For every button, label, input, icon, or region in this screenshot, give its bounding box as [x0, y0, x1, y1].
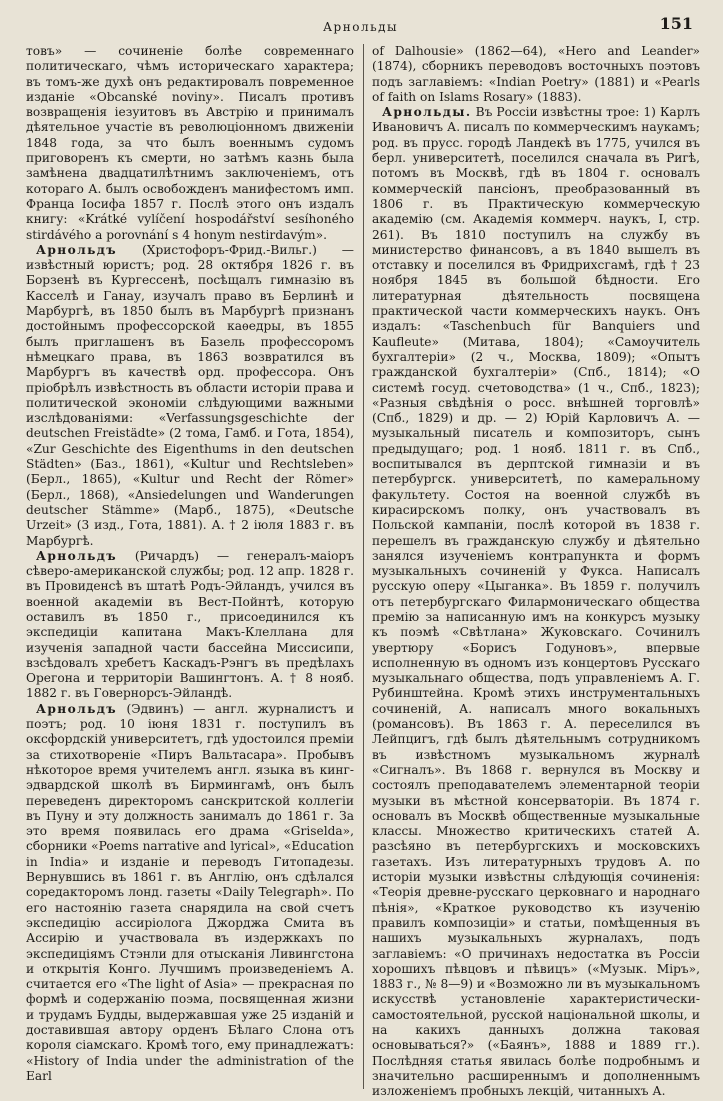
text-columns	[26, 44, 700, 1099]
column-divider	[363, 44, 364, 1089]
running-title: Арнольды	[322, 20, 399, 34]
entry-arnold-christoph	[26, 243, 354, 549]
entry-headword: Арнольдъ	[36, 242, 118, 257]
entry-headword: Арнольдъ	[36, 701, 118, 716]
entry-text: (Эдвинъ) — англ. журналистъ и поэтъ; род. 10 іюня 1831 г. поступилъ въ оксфордскій университетъ, гдѣ удостоился преміи за стихотвореніе «Пиръ Вальтасара». Пробывъ нѣкоторое время учителемъ англ. языка въ кинг-эдвардской школѣ въ Бирмингамѣ, онъ былъ переведенъ директоромъ санскритской коллегіи въ Пуну и эту должность занималъ до 1861 г. За это время появилась его драма «Griselda», сборники «Poems narrative and lyrical», «Education in India» и изданіе и переводъ Гитопадезы. Вернувшись въ 1861 г. въ Англію, онъ сдѣлался соредакторомъ лонд. газеты «Daily Telegraph». По его настоянію газета снарядила на свой счетъ экспедицію ассиріолога Джорджа Смита въ Ассирію и участвовала въ издержкахъ по экспедиціямъ Стэнли для отысканія Ливингстона и открытія Конго. Лучшимъ произведеніемъ А. считается его «The light of Asia» — прекрасная по формѣ и содержанію поэма, посвященная жизни и трудамъ Будды, выдержавшая уже 25 изданій и доставившая автору орденъ Бѣлаго Слона отъ короля сіамскаго. Кромѣ того, ему принадлежатъ: «History of India under the administration of the Earl	[26, 701, 354, 1083]
entry-text: (Ричардъ) — генералъ-маіоръ сѣверо-американской службы; род. 12 апр. 1828 г. въ Провиденсѣ въ штатѣ Родъ-Эйландъ, учился въ военной академіи въ Вест-Пойнтѣ, которую оставилъ въ 1850 г., присоединился къ экспедиціи капитана Макъ-Клеллана для изученія западной части бассейна Миссисипи, взсѣдовалъ хребетъ Каскадъ-Рэнгъ въ предѣлахъ Орегона и территоріи Вашингтонъ. А. † 8 нояб. 1882 г. въ Говернорсъ-Эйландѣ.	[26, 548, 355, 701]
continued-paragraph: of Dalhousie» (1862—64), «Hero and Leander» (1874), сборникъ переводовъ восточныхъ поэтовъ подъ заглавіемъ: «Indian Poetry» (1881) и «Pearls of faith on Islams Rosary» (1883).	[372, 44, 700, 104]
continued-paragraph: товъ» — сочиненіе болѣе современнаго политическаго, чѣмъ историческаго характера; въ томъ-же духѣ онъ редактировалъ повременное изданіе «Obcanské noviny». Писалъ противъ возвращенія іезуитовъ въ Австрію и принималъ дѣятельное участіе въ революціонномъ движеніи 1848 года, за что былъ военнымъ судомъ приговоренъ къ смерти, но затѣмъ казнь была замѣнена двадцатилѣтнимъ заключеніемъ, отъ котораго А. былъ освобожденъ манифестомъ имп. Франца Іосифа 1857 г. Послѣ этого онъ издалъ книгу: «Krátké vylíčení hospodářství sesíhoného stirdávého a porovnání s 4 honym nestirdavým».	[26, 44, 354, 242]
page-number: 151	[659, 14, 693, 33]
entry-arnold-richard	[26, 549, 354, 702]
entry-arnoldy	[372, 105, 700, 1099]
entry-headword: Арнольды.	[382, 105, 472, 120]
entry-headword: Арнольдъ	[36, 548, 118, 563]
entry-text: (Христофоръ-Фрид.-Вильг.) — извѣстный юристъ; род. 28 октября 1826 г. въ Борзенѣ въ Кургессенѣ, посѣщалъ гимназію въ Касселѣ и Ганау, изучалъ право въ Берлинѣ и Марбургѣ, въ 1850 былъ въ Марбургѣ признанъ достойнымъ профессорской каѳедры, въ 1855 былъ приглашенъ въ Базель профессоромъ нѣмецкаго права, въ 1863 возвратился въ Марбургъ въ качествѣ орд. профессора. Онъ пріобрѣлъ извѣстность въ области исторіи права и политической экономіи слѣдующими важными изслѣдованіями: «Verfassungsgeschichte der deutschen Freistädte» (2 тома, Гамб. и Гота, 1854), «Zur Geschichte des Eigenthums in den deutschen Städten» (Баз., 1861), «Kultur und Rechtsleben» (Берл., 1865), «Kultur und Recht der Römer» (Берл., 1868), «Ansiedelungen und Wanderungen deutscher Stämme» (Марб., 1875), «Deutsche Urzeit» (3 изд., Гота, 1881). А. † 2 іюля 1883 г. въ Марбургѣ.	[26, 242, 354, 548]
page-header	[28, 14, 693, 40]
entry-text: Въ Россіи извѣстны трое: 1) Карлъ Ивановичъ А. писалъ по коммерческимъ наукамъ; род. въ прусс. городѣ Ландекѣ въ 1775, учился въ берл. университетѣ, поселился сначала въ Ригѣ, потомъ въ Москвѣ, гдѣ въ 1804 г. основалъ коммерческій пансіонъ, преобразованный въ 1806 г. въ Практическую коммерческую академію (см. Академія коммерч. наукъ, I, стр. 261). Въ 1810 поступилъ на службу въ министерство финансовъ, а въ 1840 вышелъ въ отставку и поселился въ Фридрихсгамѣ, гдѣ † 23 ноября 1845 въ большой бѣдности. Его литературная дѣятельность посвящена практической части коммерческихъ наукъ. Онъ издалъ: «Taschenbuch für Banquiers und Kaufleute» (Митава, 1804); «Самоучитель бухгалтеріи» (2 ч., Москва, 1809); «Опытъ гражданской бухгалтеріи» (Спб., 1814); «О системѣ госуд. счетоводства» (1 ч., Спб., 1823); «Разныя свѣдѣнія о росс. внѣшней торговлѣ» (Спб., 1829) и др. — 2) Юрій Карловичъ А. — музыкальный писатель и композиторъ, сынъ предыдущаго; род. 1 нояб. 1811 г. въ Спб., воспитывался въ дерптской гимназіи и въ петербургск. университетѣ, по камеральному факультету. Состоя на военной службѣ въ кирасирскомъ полку, онъ участвовалъ въ Польской кампаніи, послѣ которой въ 1838 г. перешелъ въ гражданскую службу и дѣятельно занялся изученіемъ контрапункта и формъ музыкальныхъ сочиненій у Фукса. Написалъ русскую оперу «Цыганка». Въ 1859 г. получилъ отъ петербургскаго Филармоническаго общества премію за написанную имъ на конкурсъ музыку къ поэмѣ «Свѣтлана» Жуковскаго. Сочинилъ увертюру «Борисъ Годуновъ», впервые исполненную въ одномъ изъ концертовъ Русскаго музыкальнаго общества, подъ управленіемъ А. Г. Рубинштейна. Кромѣ этихъ инструментальныхъ сочиненій, А. написалъ много вокальныхъ (романсовъ). Въ 1863 г. А. переселился въ Лейпцигъ, гдѣ былъ дѣятельнымъ сотрудникомъ въ извѣстномъ музыкальномъ журналѣ «Сигналъ». Въ 1868 г. вернулся въ Москву и состоялъ преподавателемъ элементарной теоріи музыки въ мѣстной консерваторіи. Въ 1874 г. основалъ въ Москвѣ общественные музыкальные классы. Множество критическихъ статей А. разсѣяно въ петербургскихъ и московскихъ газетахъ. Изъ литературныхъ трудовъ А. по исторіи музыки извѣстны слѣдующія сочиненія: «Теорія древне-русскаго церковнаго и народнаго пѣнія», «Краткое руководство къ изученію правилъ композиціи» и статьи, помѣщенныя въ нашихъ музыкальныхъ журналахъ, подъ заглавіемъ: «О причинахъ недостатка въ Россіи хорошихъ пѣвцовъ и пѣвицъ» («Музык. Міръ», 1883 г., № 8—9) и «Возможно ли въ музыкальномъ искусствѣ установленіе характеристически-самостоятельной, русской національной школы, и на какихъ данныхъ должна таковая основываться?» («Баянъ», 1888 и 1889 гг.). Послѣдняя статья явилась болѣе подробнымъ и значительно расширеннымъ и дополненнымъ изложеніемъ пробныхъ лекцій, читанныхъ А.	[372, 105, 700, 1099]
left-column	[26, 44, 354, 1089]
right-column	[372, 44, 700, 1099]
entry-arnold-edwin	[26, 702, 354, 1084]
